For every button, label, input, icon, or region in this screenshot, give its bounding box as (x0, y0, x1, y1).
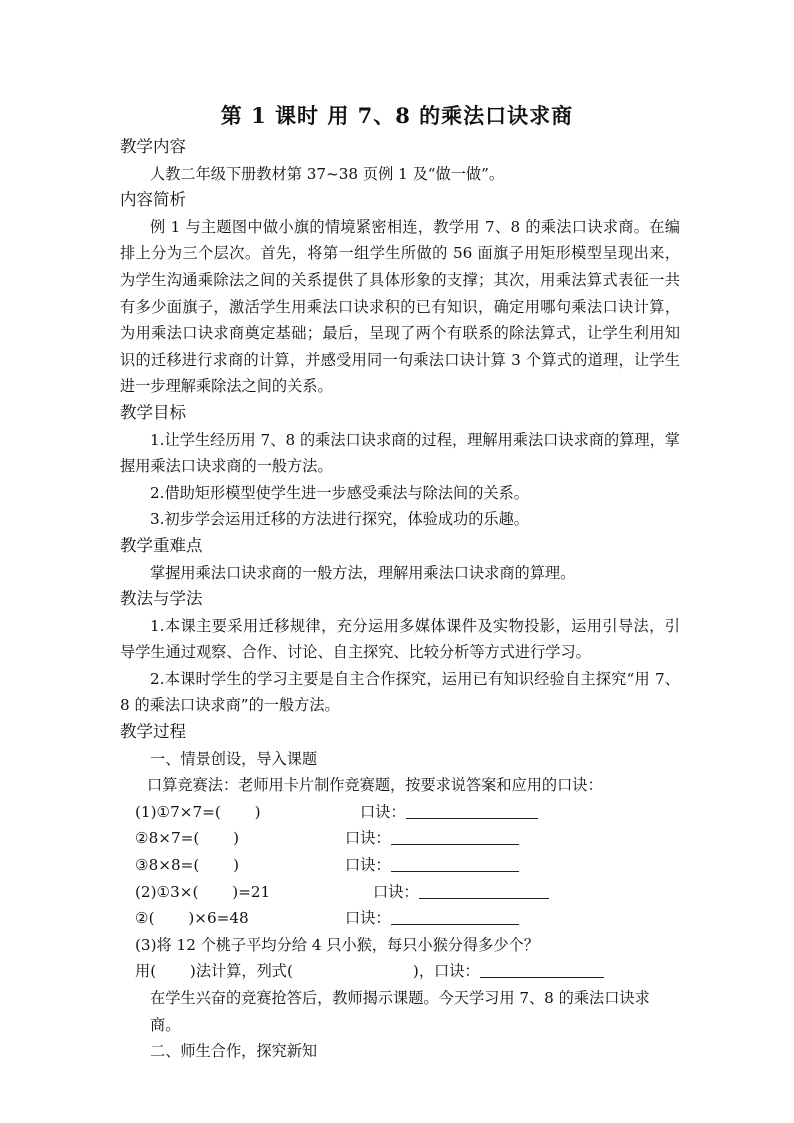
section-heading-methods: 教法与学法 (120, 589, 203, 609)
teaching-content-text: 人教二年级下册教材第 37~38 页例 1 及“做一做”。 (150, 164, 505, 183)
method-prompt: 用( )法计算，列式( (135, 962, 293, 981)
lesson-title: 第 1 课时 用 7、8 的乘法口诀求商 (220, 103, 574, 128)
exercise-expression: ②( )×6=48 (135, 909, 249, 928)
section-heading-goals: 教学目标 (120, 402, 186, 422)
section-heading-process: 教学过程 (120, 722, 186, 742)
method-item: 2.本课时学生的学习主要是自主合作探究，运用已有知识经验自主探究“用 7、8 的乘法口诀求商”的一般方法。 (120, 669, 680, 715)
goal-item: 3.初步学会运用迁移的方法进行探究，体验成功的乐趣。 (150, 510, 529, 529)
koujue-label: 口诀： (373, 882, 419, 901)
answer-blank (419, 882, 549, 899)
goal-item: 2.借助矩形模型使学生进一步感受乘法与除法间的关系。 (150, 483, 529, 502)
after-quiz-text: 在学生兴奋的竞赛抢答后，教师揭示课题。今天学习用 7、8 的乘法口诀求商。 (150, 989, 650, 1034)
answer-blank (480, 961, 604, 978)
exercise-expression: (1)①7×7=( ) (135, 802, 261, 821)
exercise-line (135, 905, 680, 932)
exercise-expression: ②8×7=( ) (135, 829, 240, 848)
quiz-intro: 口算竞赛法：老师用卡片制作竞赛题，按要求说答案和应用的口诀： (147, 776, 603, 795)
word-problem: (3)将 12 个桃子平均分给 4 只小猴，每只小猴分得多少个？ (135, 935, 539, 954)
answer-blank (406, 802, 538, 819)
exercise-expression: ③8×8=( ) (135, 856, 240, 875)
koujue-label: 口诀： (345, 909, 391, 928)
method-item: 1.本课主要采用迁移规律，充分运用多媒体课件及实物投影，运用引导法，引导学生通过观察、合作、讨论、自主探究、比较分析等方式进行学习。 (120, 616, 680, 662)
analysis-paragraph: 例 1 与主题图中做小旗的情境紧密相连，教学用 7、8 的乘法口诀求商。在编排上分为三个层次。首先，将第一组学生所做的 56 面旗子用矩形模型呈现出来，为学生沟通乘除法之间的关系提供了具体形象的支撑；其次，用乘法算式表征一共有多少面旗子，激活学生用乘法口诀求积的已有知识，确定用哪句乘法口诀计算，为用乘法口诀求商奠定基础；最后，呈现了两个有联系的除法算式，让学生利用知识的迁移进行求商的计算，并感受用同一句乘法口诀计算 3 个算式的道理，让学生进一步理解乘除法之间的关系。 (120, 217, 680, 396)
answer-blank (391, 855, 519, 872)
koujue-label: 口诀： (345, 829, 391, 848)
koujue-label: 口诀： (345, 856, 391, 875)
answer-blank (391, 828, 519, 845)
exercise-line (135, 799, 680, 826)
koujue-prompt: )，口诀： (412, 962, 480, 981)
exercise-expression: (2)①3×( )=21 (135, 882, 271, 901)
word-problem-answer-line (135, 958, 680, 985)
section-heading-key-points: 教学重难点 (120, 535, 203, 555)
process-part-2: 二、师生合作，探究新知 (150, 1042, 318, 1061)
section-heading-content: 教学内容 (120, 137, 186, 156)
answer-blank (391, 908, 519, 925)
exercise-line (135, 879, 680, 906)
exercise-line (135, 825, 680, 852)
document-body (120, 134, 680, 1065)
section-heading-analysis: 内容简析 (120, 190, 186, 210)
koujue-label: 口诀： (360, 802, 406, 821)
process-part-1: 一、情景创设，导入课题 (150, 749, 318, 768)
goal-item: 1.让学生经历用 7、8 的乘法口诀求商的过程，理解用乘法口诀求商的算理，掌握用乘法口诀求商的一般方法。 (120, 430, 680, 476)
key-points-text: 掌握用乘法口诀求商的一般方法，理解用乘法口诀求商的算理。 (150, 563, 576, 582)
exercise-line (135, 852, 680, 879)
